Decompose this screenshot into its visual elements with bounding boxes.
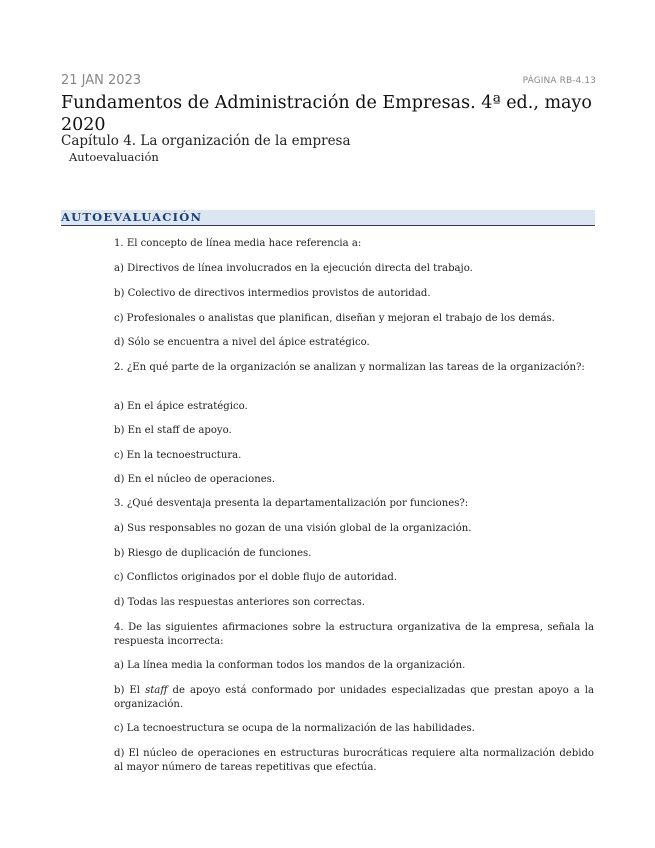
- answer-4b-italic: staff: [145, 685, 168, 696]
- answer-3d: d) Todas las respuestas anteriores son correctas.: [114, 597, 365, 608]
- section-heading-bar: [61, 210, 595, 226]
- answer-2c: c) En la tecnoestructura.: [114, 450, 242, 461]
- answer-4b: [114, 684, 594, 712]
- section-heading: AUTOEVALUACIÓN: [61, 210, 203, 224]
- answer-2d: d) En el núcleo de operaciones.: [114, 474, 276, 485]
- answer-3b: b) Riesgo de duplicación de funciones.: [114, 548, 312, 559]
- answer-4d: d) El núcleo de operaciones en estructuras burocráticas requiere alta normalización debido al mayor número de tareas repetitivas que efectúa.: [114, 748, 594, 773]
- answer-1d: d) Sólo se encuentra a nivel del ápice estratégico.: [114, 337, 370, 348]
- answer-3c: c) Conflictos originados por el doble flujo de autoridad.: [114, 572, 398, 583]
- question-3: 3. ¿Qué desventaja presenta la departamentalización por funciones?:: [114, 498, 469, 509]
- header-date: 21 JAN 2023: [61, 73, 142, 88]
- answer-1b: b) Colectivo de directivos intermedios provistos de autoridad.: [114, 288, 431, 299]
- answer-2b: b) En el staff de apoyo.: [114, 425, 232, 436]
- answer-1c: c) Profesionales o analistas que planifican, diseñan y mejoran el trabajo de los demás.: [114, 313, 555, 324]
- book-title: Fundamentos de Administración de Empresas. 4ª ed., mayo 2020: [61, 93, 592, 135]
- page-number: PÁGINA RB-4.13: [522, 76, 596, 86]
- chapter-title: Capítulo 4. La organización de la empresa: [61, 133, 351, 149]
- answer-4b-prefix: b) El: [114, 685, 146, 696]
- answer-4c: c) La tecnoestructura se ocupa de la normalización de las habilidades.: [114, 723, 475, 734]
- question-2: 2. ¿En qué parte de la organización se analizan y normalizan las tareas de la organización?:: [114, 362, 585, 373]
- section-subtitle: Autoevaluación: [69, 150, 159, 164]
- answer-1a: a) Directivos de línea involucrados en la ejecución directa del trabajo.: [114, 263, 473, 274]
- question-1: 1. El concepto de línea media hace referencia a:: [114, 238, 362, 249]
- answer-4a: a) La línea media la conforman todos los mandos de la organización.: [114, 660, 466, 671]
- question-4: 4. De las siguientes afirmaciones sobre la estructura organizativa de la empresa, señala la respuesta incorrecta:: [114, 622, 594, 647]
- answer-2a: a) En el ápice estratégico.: [114, 401, 248, 412]
- answer-3a: a) Sus responsables no gozan de una visión global de la organización.: [114, 523, 472, 534]
- answer-4b-rest: de apoyo está conformado por unidades especializadas que prestan apoyo a la organización.: [114, 685, 594, 710]
